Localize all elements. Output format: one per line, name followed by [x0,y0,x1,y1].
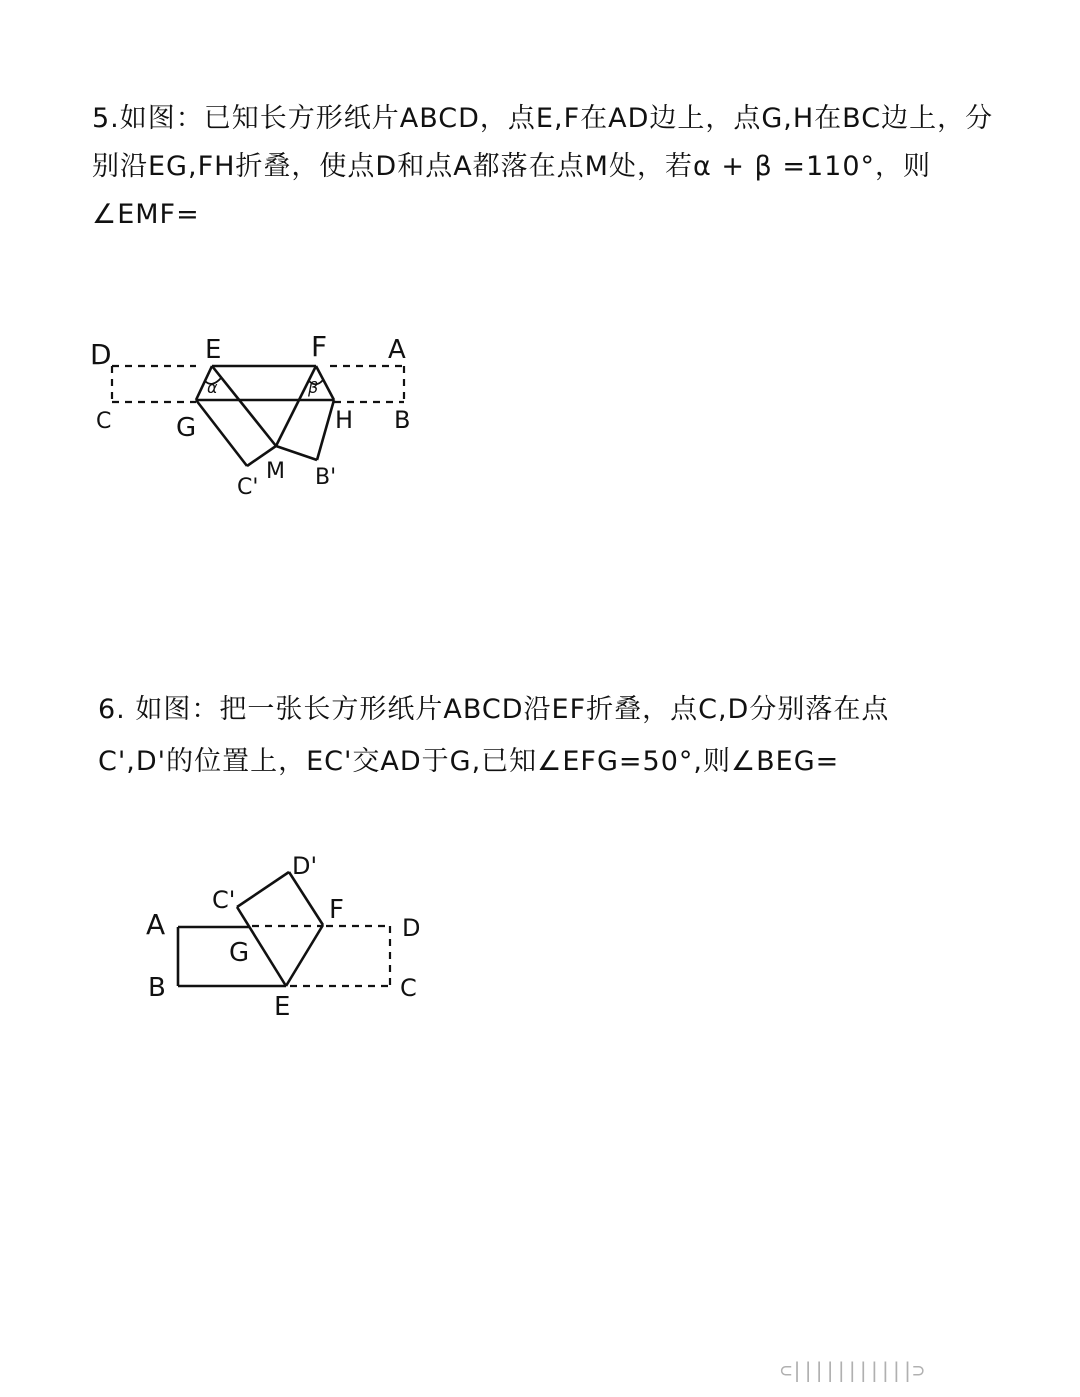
fig5-label-B-prime: B' [315,465,337,490]
fig5-label-F: F [311,330,328,363]
problem-5-line-2: 别沿EG,FH折叠，使点D和点A都落在点M处，若α + β =110°，则 [92,151,932,182]
fig6-label-D: D [402,914,421,942]
problem-5-line-3: ∠EMF= [92,199,200,230]
watermark-barcode: ⊂|||||||||||⊃ [780,1358,924,1382]
fig6-label-F: F [329,895,344,925]
fig5-line-B-prime-H [317,400,334,460]
fig6-line-EF [286,925,323,986]
fig6-label-G: G [229,938,250,968]
fig5-label-A: A [388,335,406,365]
fig5-label-M: M [266,459,285,484]
problem-6-line-1: 6. 如图：把一张长方形纸片ABCD沿EF折叠，点C,D分别落在点 [98,694,890,725]
fig5-label-E: E [205,335,222,365]
fig5-label-B: B [394,406,411,434]
problem-5-line-1: 5.如图：已知长方形纸片ABCD，点E,F在AD边上，点G,H在BC边上，分 [92,103,994,134]
problem-6-line-2: C',D'的位置上，EC'交AD于G,已知∠EFG=50°,则∠BEG= [98,746,840,777]
fig5-label-C-prime: C' [237,475,259,500]
fig5-line-GC-prime [196,400,247,466]
fig6-label-C: C [400,974,417,1002]
fig6-label-D-prime: D' [292,852,318,880]
fig6-label-B: B [148,973,166,1003]
fig5-label-beta: β [308,378,319,397]
fig5-label-C: C [96,409,112,434]
fig5-label-H: H [335,406,354,434]
fig5-label-D: D [90,338,112,371]
fig5-label-alpha: α [207,378,218,397]
fig5-label-G: G [176,413,197,443]
fig6-label-E: E [274,992,291,1022]
problem-6-text [98,684,889,788]
problem-6-figure [140,845,440,1025]
fig6-line-C-prime-D-prime [237,872,289,907]
problem-5-figure [80,320,440,510]
fig5-line-M-B-prime [276,446,317,460]
fig6-label-A: A [146,908,166,941]
fig6-label-C-prime: C' [212,886,236,914]
problem-5-text [92,95,993,239]
